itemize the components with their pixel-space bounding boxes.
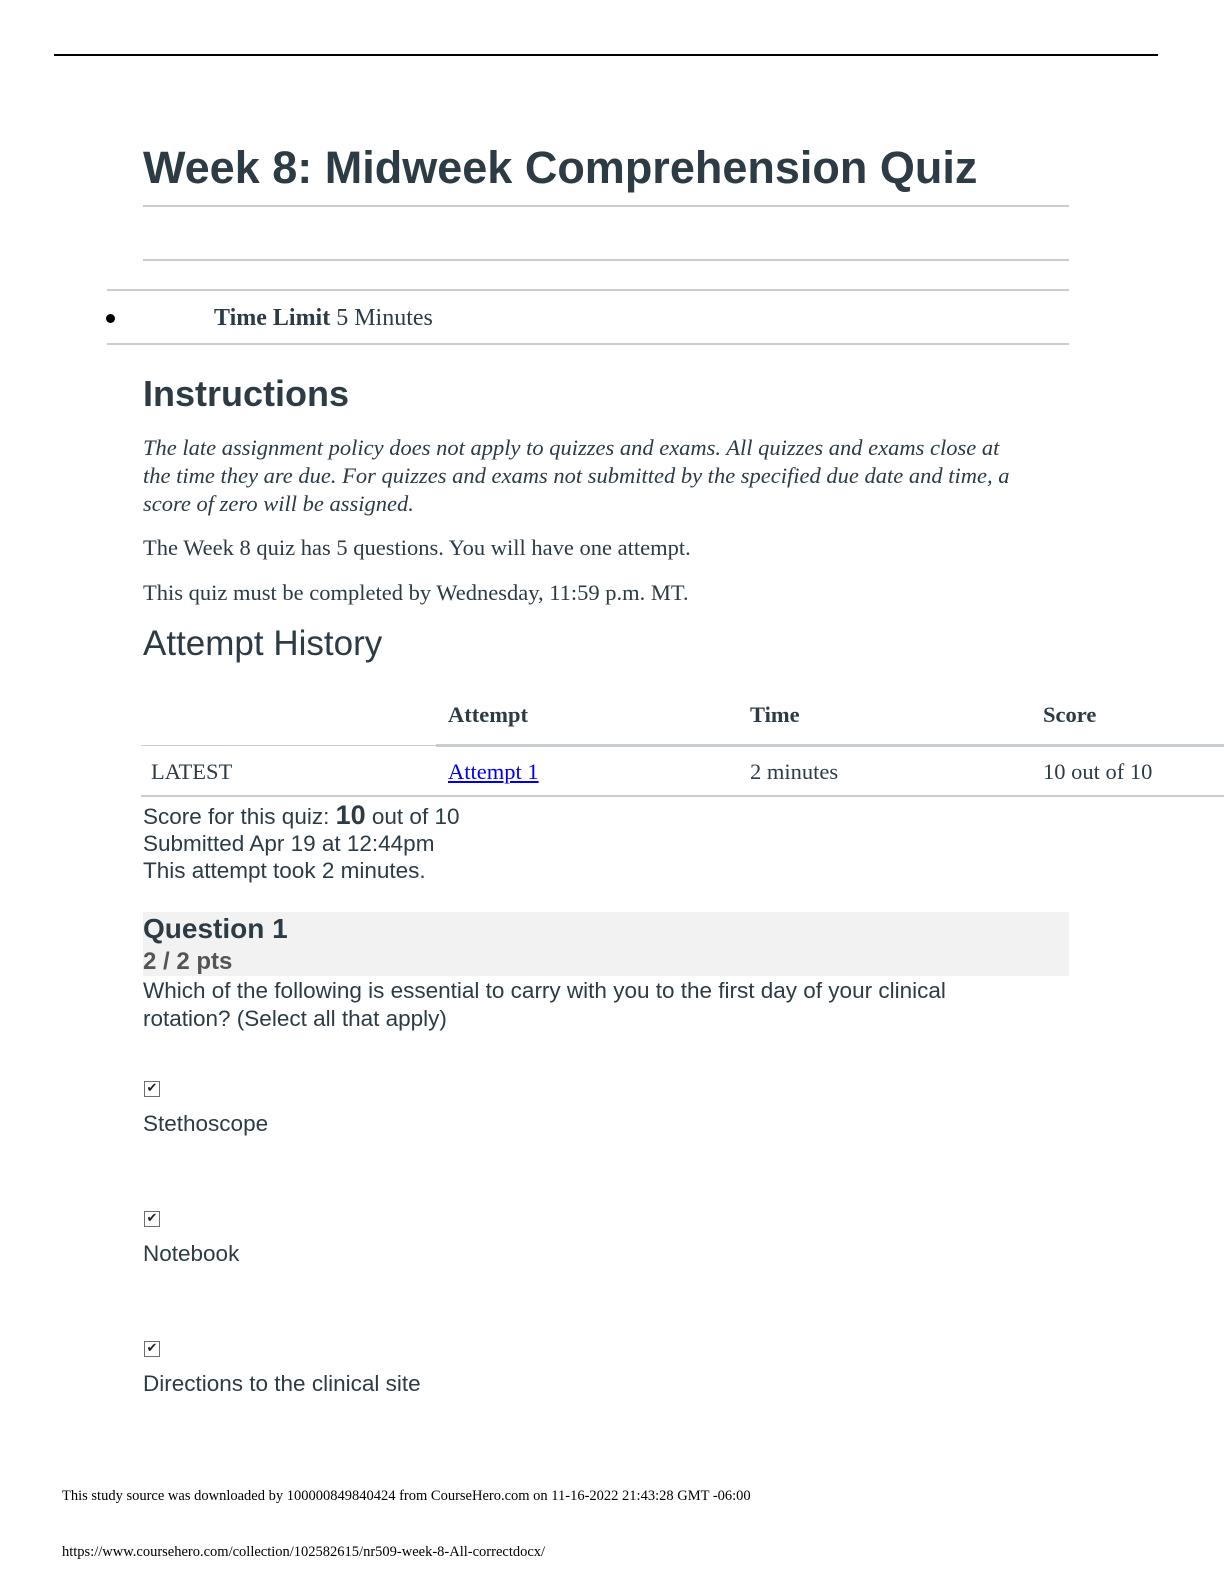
details-list-top-divider [107, 289, 1069, 291]
question-points: 2 / 2 pts [143, 948, 233, 975]
table-row [141, 748, 1224, 796]
attempt-1-link[interactable]: Attempt 1 [448, 759, 539, 784]
late-policy-line: The late assignment policy does not apply to quizzes and exams. All quizzes and exams close at [143, 435, 1000, 460]
source-notice: This study source was downloaded by 100000849840424 from CourseHero.com on 11-16-2022 21:43:28 GMT -06:00 [62, 1488, 751, 1504]
notebook-checkbox[interactable]: ✔ [144, 1211, 160, 1227]
attempt-status: LATEST [151, 759, 233, 784]
late-policy-line: the time they are due. For quizzes and exams not submitted by the specified due date and time, a [143, 463, 1010, 488]
table-header-divider-left [141, 745, 436, 746]
score-prefix: Score for this quiz: [143, 804, 330, 829]
time-limit [214, 303, 433, 333]
score-value: 10 [335, 800, 366, 830]
answer-label: Stethoscope [143, 1111, 269, 1136]
answer-label: Directions to the clinical site [143, 1371, 421, 1396]
instructions-heading: Instructions [143, 373, 350, 414]
table-header-time: Time [750, 702, 800, 727]
title-divider [143, 205, 1069, 207]
score-suffix: out of 10 [371, 804, 460, 829]
attempt-score: 10 out of 10 [1043, 759, 1153, 784]
stethoscope-checkbox[interactable]: ✔ [144, 1081, 160, 1097]
late-policy-line: score of zero will be assigned. [143, 491, 414, 516]
table-header-divider [436, 744, 1224, 747]
table-bottom-divider [141, 795, 1224, 797]
attempt-duration: This attempt took 2 minutes. [143, 858, 426, 883]
table-header-attempt: Attempt [448, 702, 528, 727]
details-bottom-divider [107, 343, 1069, 345]
attempt-history-heading: Attempt History [143, 624, 383, 663]
attempt-time: 2 minutes [750, 759, 839, 784]
page-title: Week 8: Midweek Comprehension Quiz [143, 142, 978, 193]
question-title: Question 1 [143, 913, 288, 944]
list-bullet [106, 314, 115, 323]
time-limit-value: 5 Minutes [336, 305, 433, 331]
table-header-score: Score [1043, 702, 1097, 727]
question-text-line: rotation? (Select all that apply) [143, 1006, 447, 1031]
time-limit-label: Time Limit [214, 305, 331, 331]
directions-checkbox[interactable]: ✔ [144, 1341, 160, 1357]
quiz-info-text: The Week 8 quiz has 5 questions. You will have one attempt. [143, 535, 691, 560]
question-header [143, 912, 1069, 976]
details-top-divider [143, 259, 1069, 261]
question-text [143, 977, 946, 1033]
due-date-text: This quiz must be completed by Wednesday, 11:59 p.m. MT. [143, 580, 689, 605]
quiz-score-line [143, 801, 459, 831]
late-policy-text [143, 434, 1083, 518]
answer-label: Notebook [143, 1241, 240, 1266]
top-divider [54, 54, 1158, 56]
source-url: https://www.coursehero.com/collection/102582615/nr509-week-8-All-correctdocx/ [62, 1544, 546, 1560]
question-text-line: Which of the following is essential to carry with you to the first day of your clinical [143, 978, 946, 1003]
submitted-time: Submitted Apr 19 at 12:44pm [143, 831, 435, 856]
